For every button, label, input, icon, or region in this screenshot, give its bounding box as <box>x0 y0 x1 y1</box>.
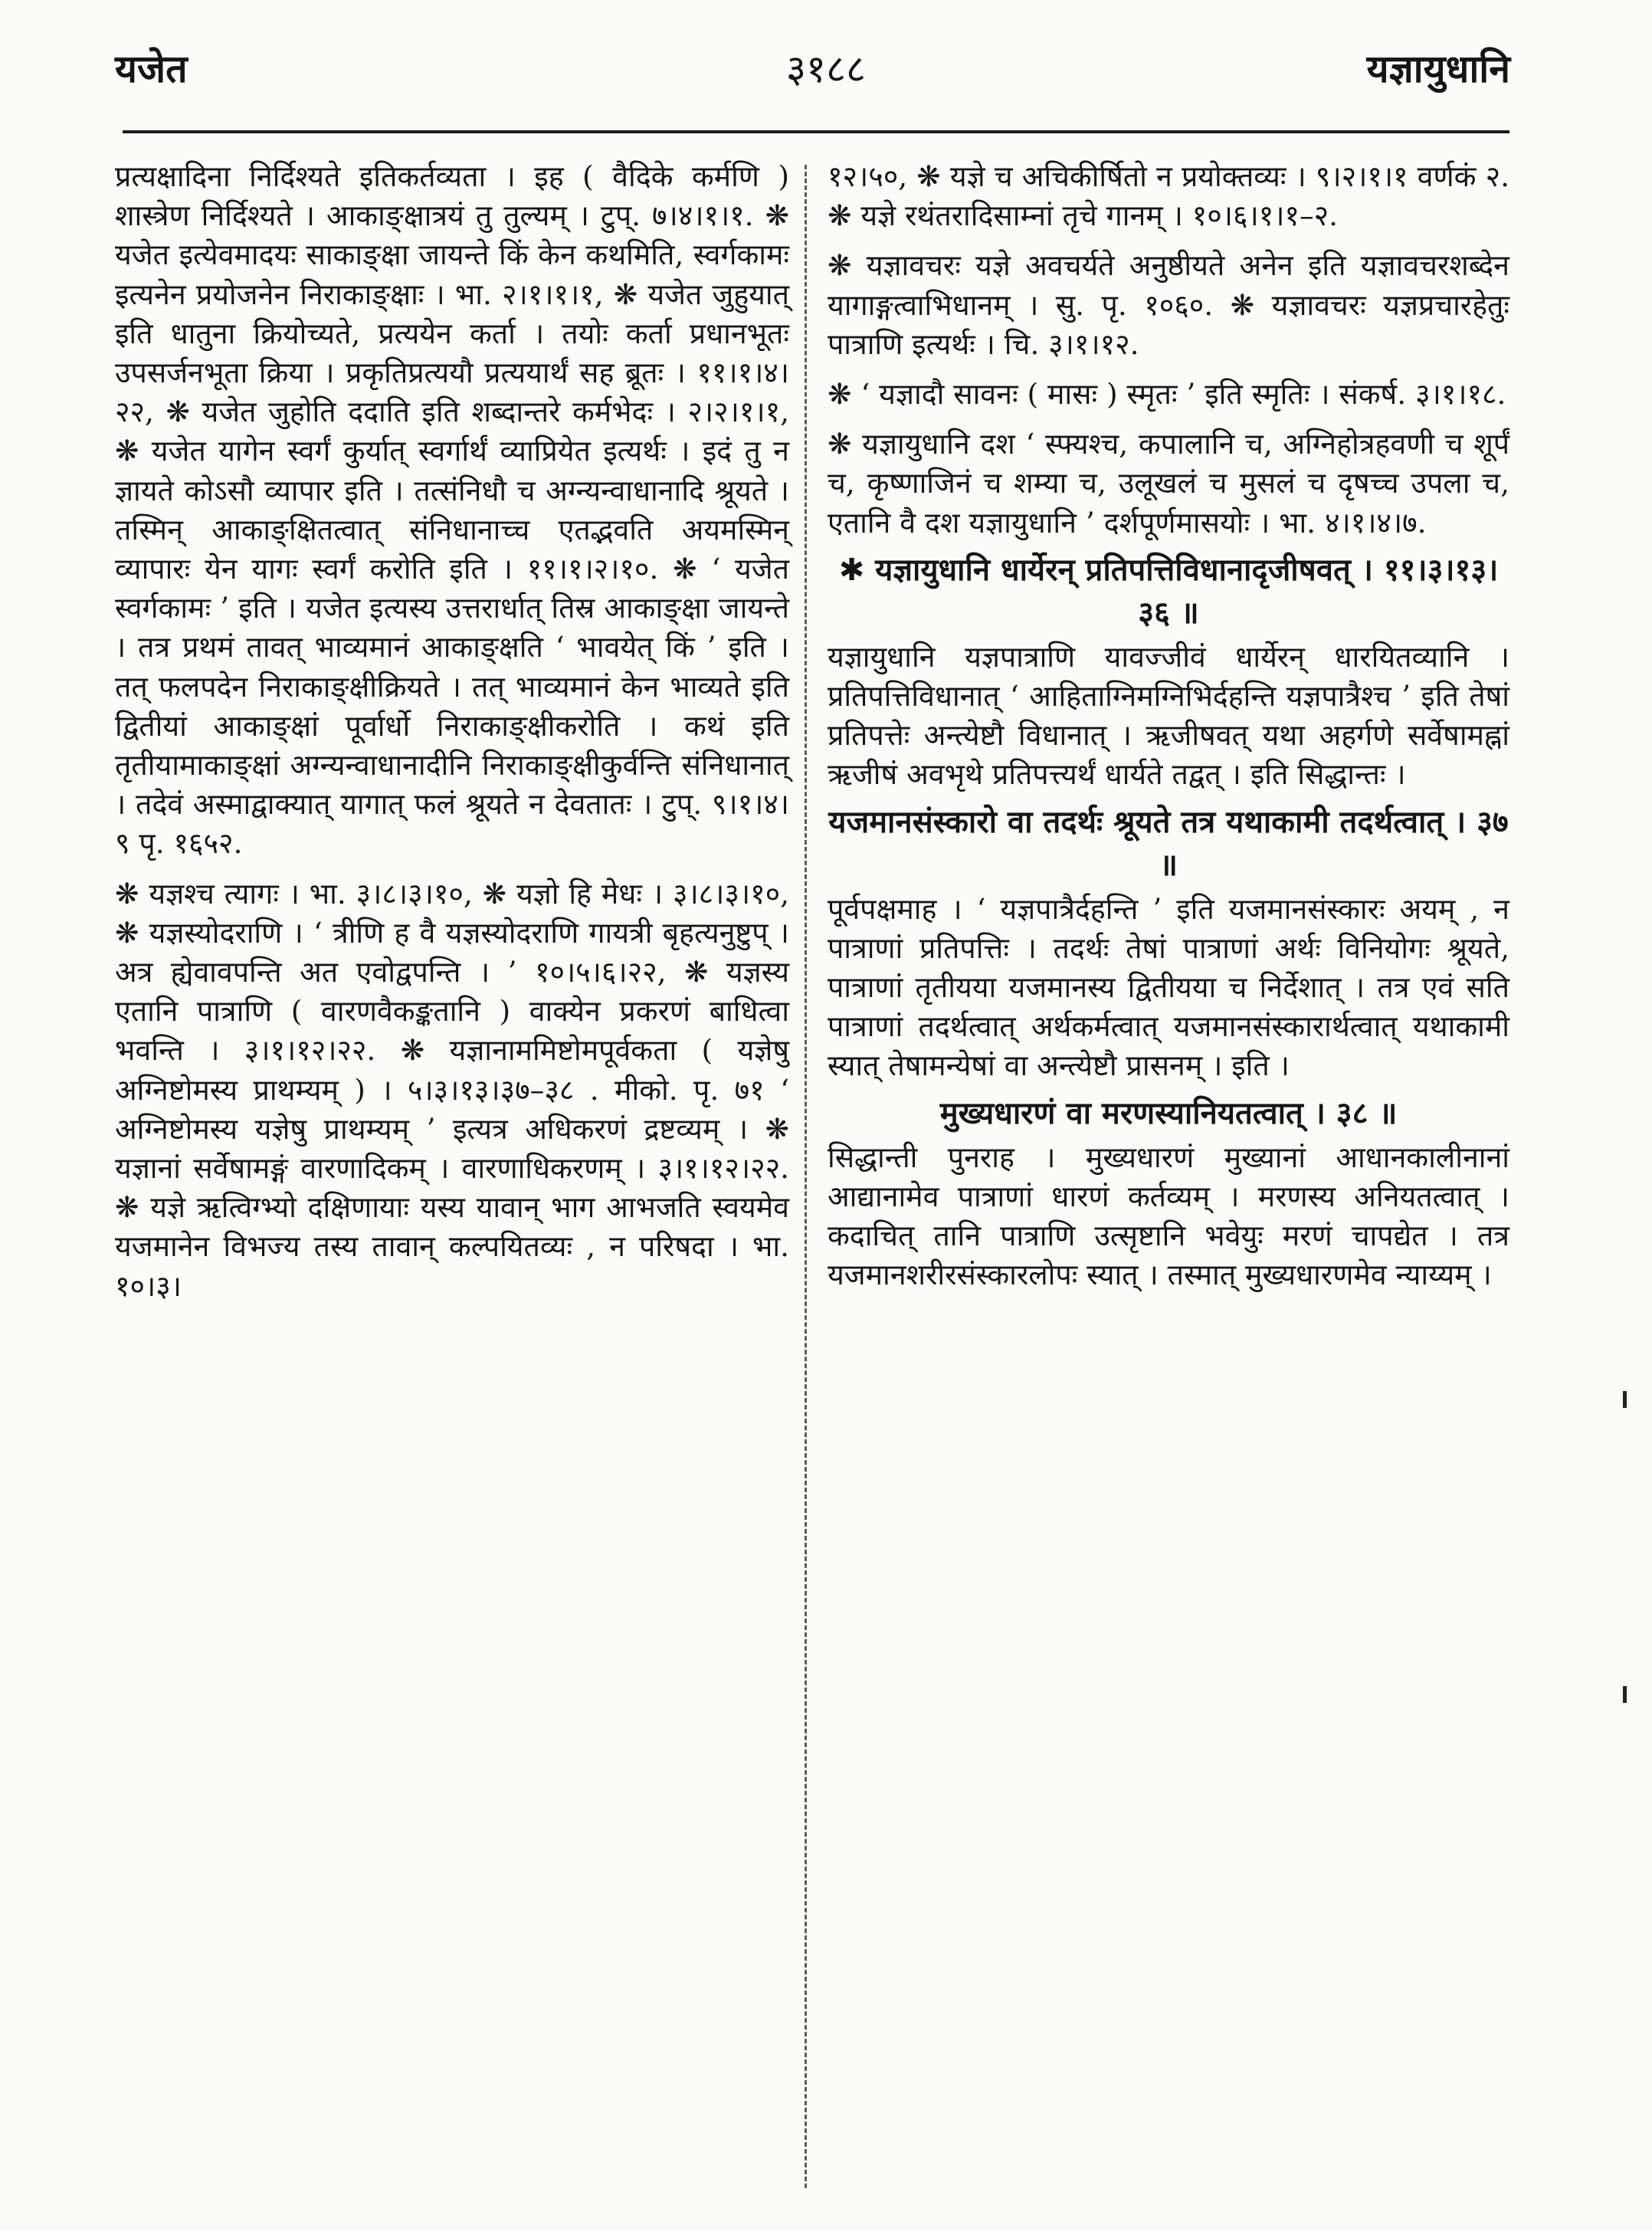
right-paragraph-1: १२।५०, ❋ यज्ञे च अचिकीर्षितो न प्रयोक्तव्यः । ९।२।१।१ वर्णकं २. ❋ यज्ञे रथंतरादिसाम्नां तृचे गानम् । १०।६।१।१–२. <box>828 159 1519 233</box>
margin-mark <box>1623 1686 1627 1703</box>
right-paragraph-6: पूर्वपक्षमाह । ‘ यज्ञपात्रैर्दहन्ति ’ इति यजमानसंस्कारः अयम् , न पात्राणां प्रतिपत्तिः । तदर्थः तेषां पात्राणां अर्थः विनियोगः श्रूयते, पात्राणां तृतीयया यजमानस्य द्वितीयया च निर्देशात् । तत्र एवं सति पात्राणां तदर्थत्वात् अर्थकर्मत्वात् यजमानसंस्कारार्थत्वात् यथाकामी स्यात् तेषामन्येषां वा अन्त्येष्टौ प्रासनम् । इति । <box>828 891 1519 1083</box>
header-rule <box>123 130 1509 133</box>
sutra-38-heading: मुख्यधारणं वा मरणस्यानियतत्वात् । ३८ ॥ <box>939 1095 1398 1131</box>
right-paragraph-3: ❋ ‘ यज्ञादौ सावनः ( मासः ) स्मृतः ’ इति स्मृतिः । संकर्ष. ३।१।१८. <box>828 377 1506 412</box>
right-column <box>828 157 1519 2196</box>
right-paragraph-5: यज्ञायुधानि यज्ञपात्राणि यावज्जीवं धार्येरन् धारयितव्यानि । प्रतिपत्तिविधानात् ‘ आहिताग्निमग्निभिर्दहन्ति यज्ञपात्रैश्च ’ इति तेषां प्रतिपत्तेः अन्त्येष्टौ विधानात् । ऋजीषवत् यथा अहर्गणे सर्वेषामह्नां ऋजीषं अवभृथे प्रतिपत्त्यर्थं धार्यते तद्वत् । इति सिद्धान्तः । <box>828 639 1519 792</box>
left-column <box>115 157 798 2196</box>
header-right-headword: यज्ञायुधानि <box>1366 47 1510 91</box>
sutra-37-heading: यजमानसंस्कारो वा तदर्थः श्रूयते तत्र यथाकामी तदर्थत्वात् । ३७ ॥ <box>828 804 1519 883</box>
right-paragraph-2: ❋ यज्ञावचरः यज्ञे अवचर्यते अनुष्ठीयते अनेन इति यज्ञावचरशब्देन यागाङ्गत्वाभिधानम् । सु. पृ. १०६०. ❋ यज्ञावचरः यज्ञप्रचारहेतुः पात्राणि इत्यर्थः । चि. ३।१।१२. <box>828 248 1519 361</box>
page-number: ३१८८ <box>786 47 866 91</box>
header-left-headword: यजेत <box>115 47 188 91</box>
left-paragraph-2: ❋ यज्ञश्च त्यागः । भा. ३।८।३।१०, ❋ यज्ञो हि मेधः । ३।८।३।१०, ❋ यज्ञस्योदराणि । ‘ त्रीणि ह वै यज्ञस्योदराणि गायत्री बृहत्यनुष्टुप् । अत्र ह्येवावपन्ति अत एवोद्वपन्ति । ’ १०।५।६।२२, ❋ यज्ञस्य एतानि पात्राणि ( वारणवैकङ्कतानि ) वाक्येन प्रकरणं बाधित्वा भवन्ति । ३।१।१२।२२. ❋ यज्ञानाममिष्टोमपूर्वकता ( यज्ञेषु अग्निष्टोमस्य प्राथम्यम् ) । ५।३।१३।३७–३८ . मीको. पृ. ७१ ‘ अग्निष्टोमस्य यज्ञेषु प्राथम्यम् ’ इत्यत्र अधिकरणं द्रष्टव्यम् । ❋ यज्ञानां सर्वेषामङ्गं वारणादिकम् । वारणाधिकरणम् । ३।१।१२।२२. ❋ यज्ञे ऋत्विग्भ्यो दक्षिणायाः यस्य यावान् भाग आभजति स्वयमेव यजमानेन विभज्य तस्य तावान् कल्पयितव्यः , न परिषदा । भा. १०।३। <box>115 876 798 1303</box>
column-divider <box>805 165 807 2188</box>
right-paragraph-4: ❋ यज्ञायुधानि दश ‘ स्फ्यश्च, कपालानि च, अग्निहोत्रहवणी च शूर्पं च, कृष्णाजिनं च शम्या च, उलूखलं च मुसलं च दृषच्च उपला च, एतानि वै दश यज्ञायुधानि ’ दर्शपूर्णमासयोः । भा. ४।१।४।७. <box>828 427 1519 540</box>
margin-mark <box>1623 1391 1627 1408</box>
right-paragraph-7: सिद्धान्ती पुनराह । मुख्यधारणं मुख्यानां आधानकालीनानां आद्यानामेव पात्राणां धारणं कर्तव्यम् । मरणस्य अनियतत्वात् । कदाचित् तानि पात्राणि उत्सृष्टानि भवेयुः मरणं चापद्येत । तत्र यजमानशरीरसंस्कारलोपः स्यात् । तस्मात् मुख्यधारणमेव न्याय्यम् । <box>828 1140 1519 1292</box>
sutra-36-heading: ✱ यज्ञायुधानि धार्येरन् प्रतिपत्तिविधानादृजीषवत् । ११।३।१३।३६ ॥ <box>838 552 1499 631</box>
left-paragraph-1: प्रत्यक्षादिना निर्दिश्यते इतिकर्तव्यता । इह ( वैदिके कर्मणि ) शास्त्रेण निर्दिश्यते । आकाङ्क्षात्रयं तु तुल्यम् । टुप्. ७।४।१।१. ❋ यजेत इत्येवमादयः साकाङ्क्षा जायन्ते किं केन कथमिति, स्वर्गकामः इत्यनेन प्रयोजनेन निराकाङ्क्षाः । भा. २।१।१।१, ❋ यजेत जुहुयात् इति धातुना क्रियोच्यते, प्रत्ययेन कर्ता । तयोः कर्ता प्रधानभूतः उपसर्जनभूता क्रिया । प्रकृतिप्रत्ययौ प्रत्ययार्थं सह ब्रूतः । ११।१।४।२२, ❋ यजेत जुहोति ददाति इति शब्दान्तरे कर्मभेदः । २।२।१।१, ❋ यजेत यागेन स्वर्गं कुर्यात् स्वर्गार्थं व्याप्रियेत इत्यर्थः । इदं तु न ज्ञायते कोऽसौ व्यापार इति । तत्संनिधौ च अग्न्यन्वाधानादि श्रूयते । तस्मिन् आकाङ्क्षितत्वात् संनिधानाच्च एतद्भवति अयमस्मिन् व्यापारः येन यागः स्वर्गं करोति इति । ११।१।२।१०. ❋ ‘ यजेत स्वर्गकामः ’ इति । यजेत इत्यस्य उत्तरार्धात् तिस्र आकाङ्क्षा जायन्ते । तत्र प्रथमं तावत् भाव्यमानं आकाङ्क्षति ‘ भावयेत् किं ’ इति । तत् फलपदेन निराकाङ्क्षीक्रियते । तत् भाव्यमानं केन भाव्यते इति द्वितीयां आकाङ्क्षां पूर्वार्धो निराकाङ्क्षीकरोति । कथं इति तृतीयामाकाङ्क्षां अग्न्यन्वाधानादीनि निराकाङ्क्षीकुर्वन्ति संनिधानात् । तदेवं अस्माद्वाक्यात् यागात् फलं श्रूयते न देवतातः । टुप्. ९।१।४।९ पृ. १६५२. <box>115 159 798 861</box>
